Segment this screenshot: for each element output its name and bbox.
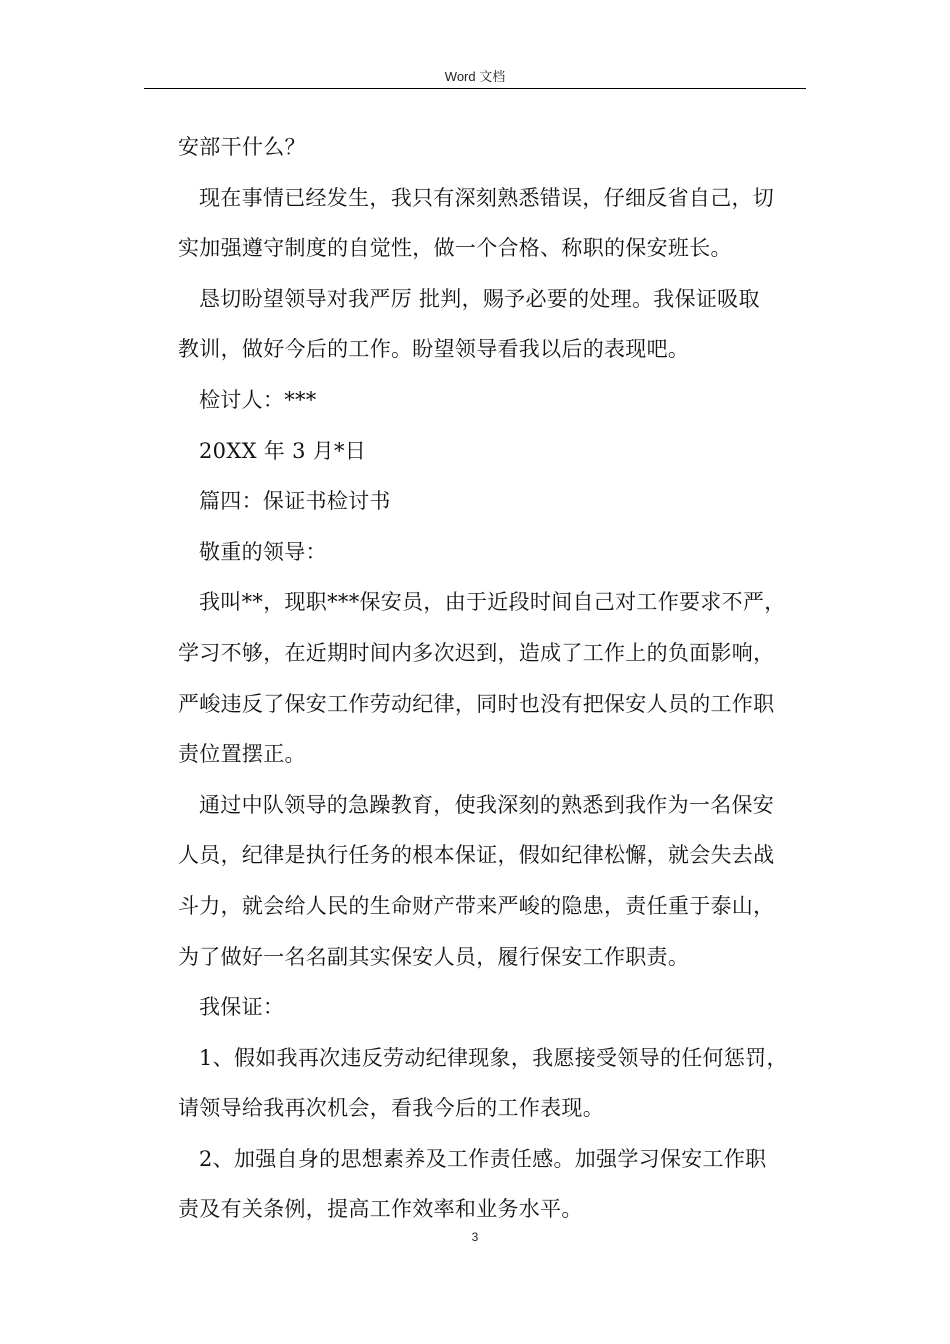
text-line: 恳切盼望领导对我严厉 批判，赐予必要的处理。我保证吸取: [199, 286, 760, 311]
page-header-title: Word 文档: [444, 69, 506, 84]
text-line: 安部干什么？: [178, 135, 306, 159]
list-item: 1、假如我再次违反劳动纪律现象，我愿接受领导的任何惩罚，: [199, 1045, 788, 1070]
section-heading: 篇四：保证书检讨书: [199, 489, 391, 514]
text-line: 通过中队领导的急躁教育，使我深刻的熟悉到我作为一名保安: [199, 792, 775, 817]
document-body: [178, 122, 804, 1235]
signatory-line: 检讨人：***: [199, 387, 317, 412]
text-line: 请领导给我再次机会，看我今后的工作表现。: [178, 1096, 604, 1121]
text-line: 人员，纪律是执行任务的根本保证，假如纪律松懈，就会失去战: [178, 843, 775, 868]
text-line: 教训，做好今后的工作。盼望领导看我以后的表现吧。: [178, 337, 690, 362]
date-line: 20XX 年 3 月*日: [199, 438, 367, 463]
text-line: 斗力，就会给人民的生命财产带来严峻的隐患，责任重于泰山，: [178, 893, 775, 918]
list-item: 2、加强自身的思想素养及工作责任感。加强学习保安工作职: [199, 1146, 767, 1171]
text-line: 为了做好一名名副其实保安人员，履行保安工作职责。: [178, 944, 690, 969]
salutation-line: 敬重的领导：: [199, 539, 327, 564]
text-line: 我叫**，现职***保安员，由于近段时间自己对工作要求不严，: [199, 590, 786, 615]
text-line: 现在事情已经发生，我只有深刻熟悉错误，仔细反省自己，切: [199, 185, 775, 210]
text-line: 责位置摆正。: [178, 742, 306, 767]
text-line: 学习不够，在近期时间内多次迟到，造成了工作上的负面影响，: [178, 640, 775, 665]
text-line: 实加强遵守制度的自觉性，做一个合格、称职的保安班长。: [178, 236, 732, 261]
text-line: 严峻违反了保安工作劳动纪律，同时也没有把保安人员的工作职: [178, 691, 775, 716]
page-number: 3: [471, 1230, 479, 1244]
header-divider: [144, 88, 806, 89]
text-line: 责及有关条例，提高工作效率和业务水平。: [178, 1197, 583, 1222]
text-line: 我保证：: [199, 995, 285, 1020]
